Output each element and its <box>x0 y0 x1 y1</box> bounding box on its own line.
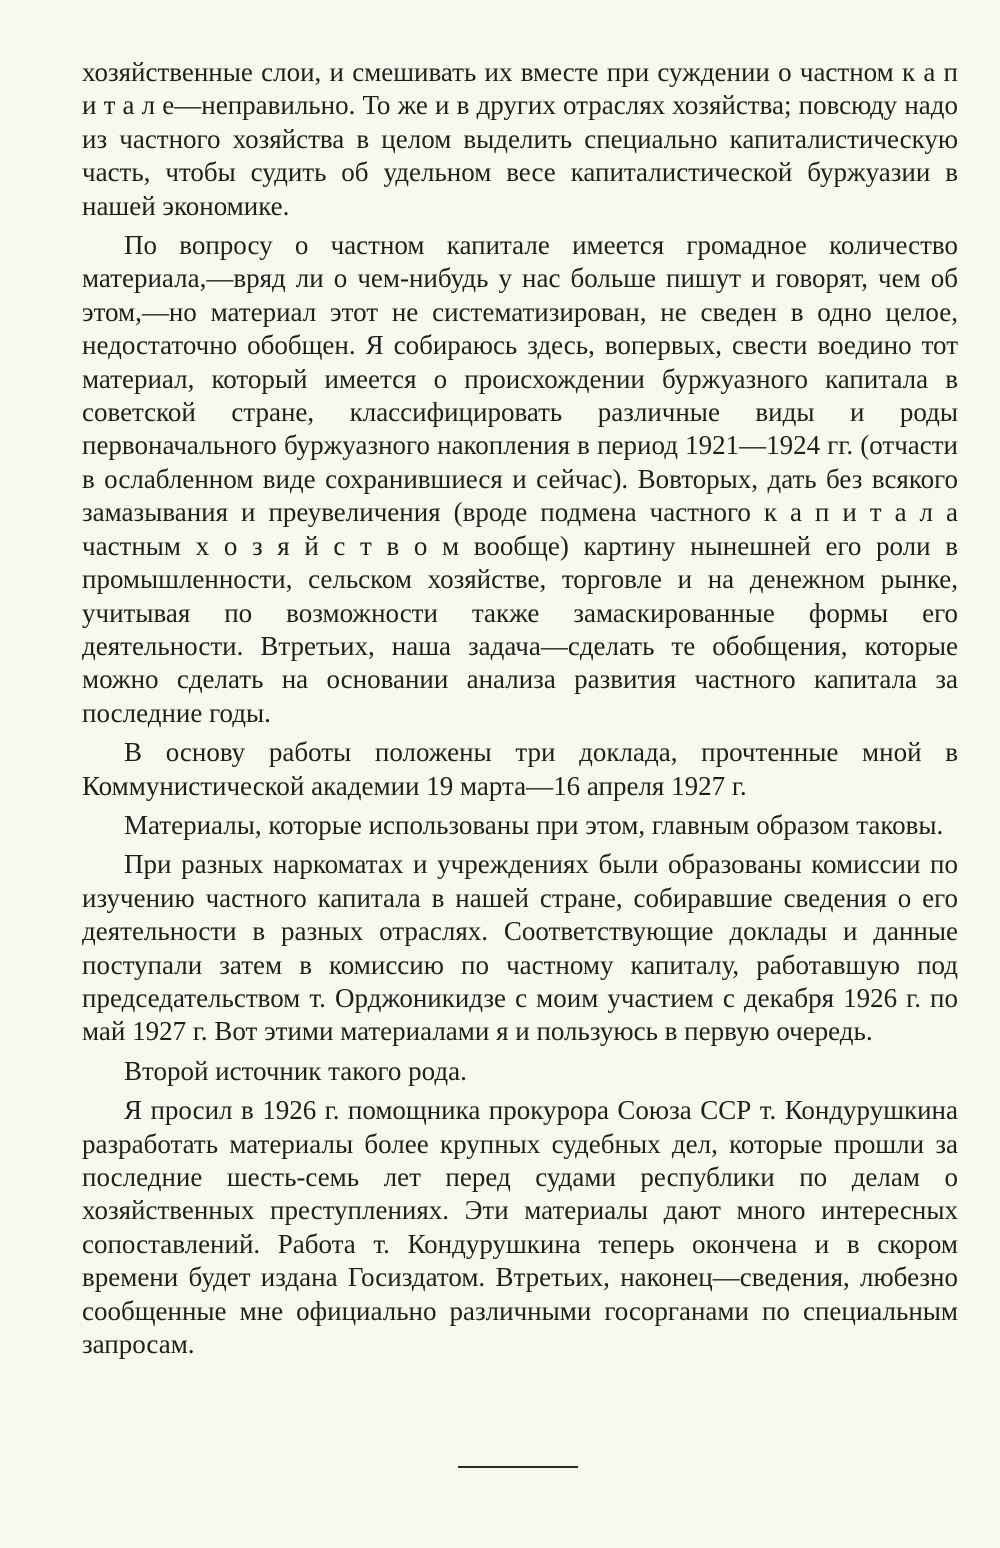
paragraph: При разных наркоматах и учреждениях были образованы комиссии по изучению частного капитала в нашей стране, собиравшие сведения о его деятельности в разных отраслях. Соответствующие доклады и данные поступали затем в комиссию по частному капиталу, работавшую под председательством т. Орджоникидзе с моим участием с декабря 1926 г. по май 1927 г. Вот этими материалами я и пользуюсь в первую очередь. <box>82 849 958 1047</box>
paragraph: хозяйственные слои, и смешивать их вместе при суждении о частном к а п и т а л е—неправильно. То же и в других отраслях хозяйства; повсюду надо из частного хозяйства в целом выделить специально капиталистическую часть, чтобы судить об удельном весе капиталистической буржуазии в нашей экономике. <box>82 57 958 221</box>
page-body <box>82 56 958 1367</box>
paragraph: Материалы, которые использованы при этом, главным образом таковы. <box>124 809 944 840</box>
paragraph: Второй источник такого рода. <box>124 1055 467 1086</box>
paragraph: По вопросу о частном капитале имеется громадное количество материала,—вряд ли о чем-нибудь у нас больше пишут и говорят, чем об этом,—но материал этот не систематизирован, не сведен в одно целое, недостаточно обобщен. Я собираюсь здесь, вопервых, свести воедино тот материал, который имеется о происхождении буржуазного капитала в советской стране, классифицировать различные виды и роды первоначального буржуазного накопления в период 1921—1924 гг. (отчасти в ослабленном виде сохранившиеся и сейчас). Вовторых, дать без всякого замазывания и преувеличения (вроде подмена частного к а п и т а л а частным х о з я й с т в о м вообще) картину нынешней его роли в промышленности, сельском хозяйстве, торговле и на денежном рынке, учитывая по возможности также замаскированные формы его деятельности. Втретьих, наша задача—сделать те обобщения, которые можно сделать на основании анализа развития частного капитала за последние годы. <box>82 230 958 728</box>
paragraph: Я просил в 1926 г. помощника прокурора Союза ССР т. Кондурушкина разработать материалы более крупных судебных дел, которые прошли за последние шесть-семь лет перед судами республики по делам о хозяйственных преступлениях. Эти материалы дают много интересных сопоставлений. Работа т. Кондурушкина теперь окончена и в скором времени будет издана Госиздатом. Втретьих, наконец—сведения, любезно сообщенные мне официально различными госорганами по специальным запросам. <box>82 1095 958 1360</box>
section-divider <box>458 1466 578 1468</box>
paragraph: В основу работы положены три доклада, прочтенные мной в Коммунистической академии 19 марта—16 апреля 1927 г. <box>82 737 958 801</box>
